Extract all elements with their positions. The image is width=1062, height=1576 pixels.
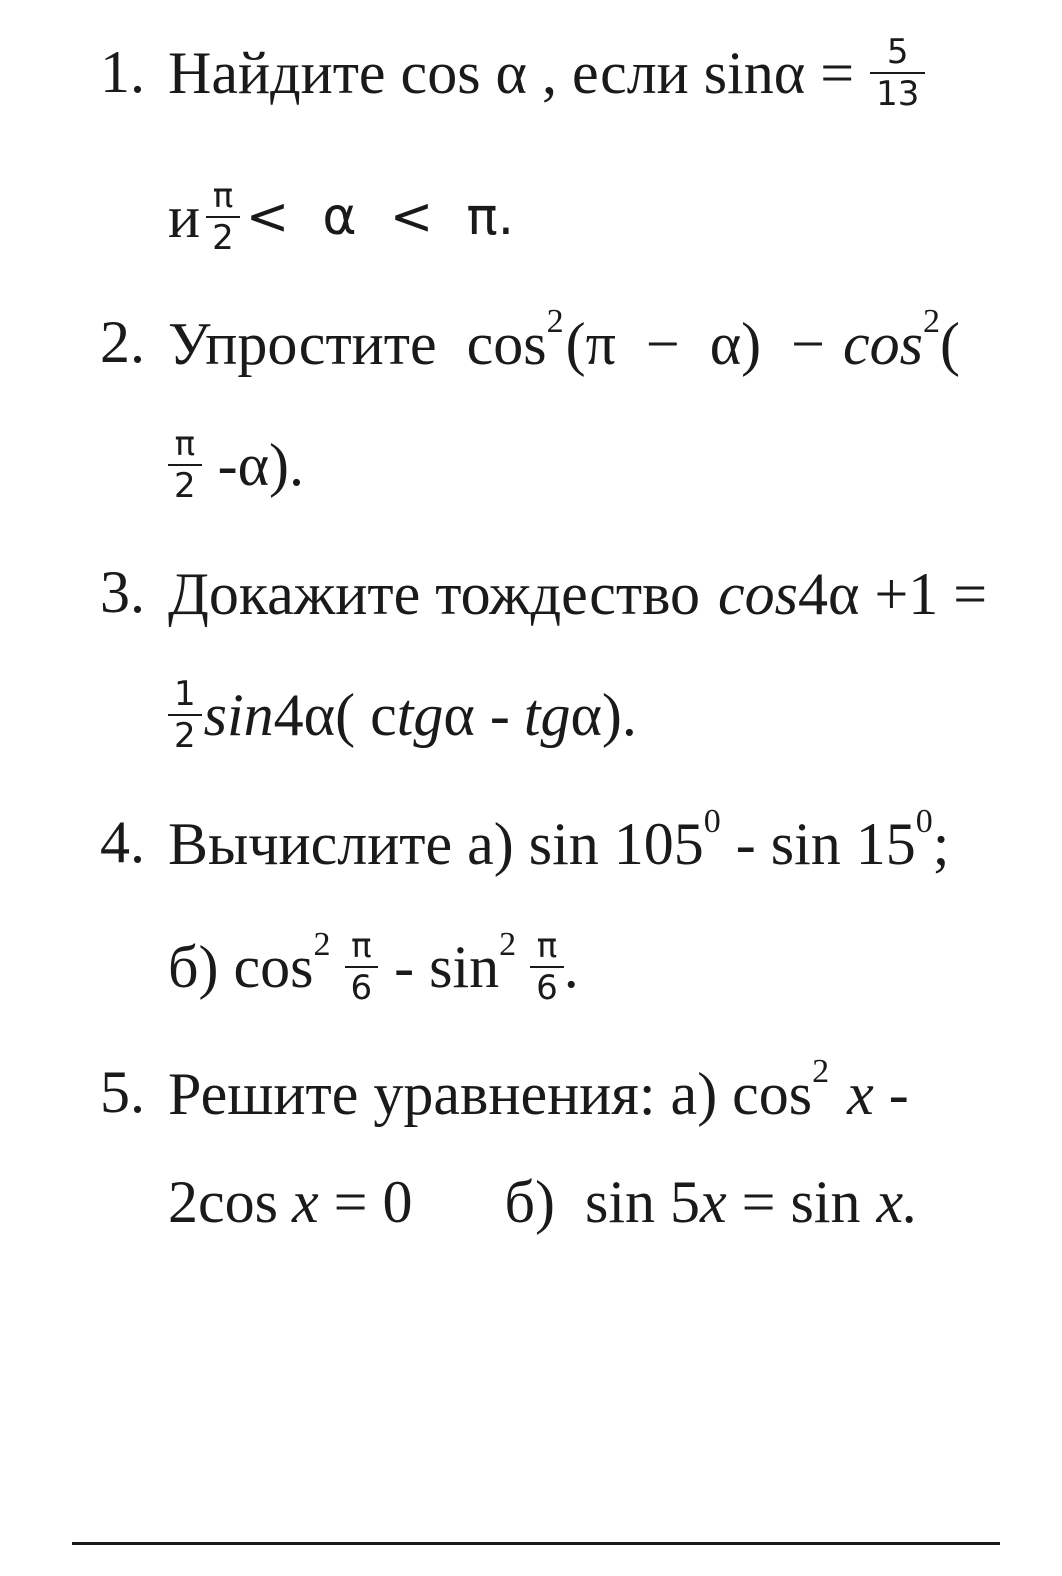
task-4-text: Вычислите а) sin 105 [168, 811, 704, 877]
fraction-denominator: 13 [876, 74, 920, 114]
task-5-part-b: б) sin 5 [504, 1169, 700, 1235]
task-5-variable: x [291, 1169, 319, 1235]
task-4-semicolon: ; [932, 811, 950, 877]
task-1-text: Найдите cos α , если sinα = [168, 40, 855, 106]
bottom-rule [72, 1542, 1000, 1545]
fraction-numerator: π [351, 926, 372, 966]
task-3-number: 3. [100, 559, 145, 625]
task-1-line-2 [168, 172, 514, 262]
task-2-text: Упростите cos [168, 311, 547, 377]
task-3-expression: 4α +1 = [798, 561, 988, 627]
task-4-number: 4. [100, 809, 145, 875]
task-3-tg-italic: tg [396, 682, 444, 748]
task-1-number: 1. [100, 39, 145, 105]
fraction-5-13 [870, 32, 925, 114]
task-4-line-1: Вычислите а) sin 105 $^0$ - sin 15 $^0$ ; [168, 803, 950, 877]
task-4-period: . [563, 934, 579, 1000]
task-3-part: α - [443, 682, 510, 748]
task-2-line-1: Упростите cos $^2$ (π − α) − cos $^2$ ( [168, 303, 960, 377]
fraction-pi-2 [206, 176, 240, 258]
task-2-expression: (π − α) − [565, 311, 825, 377]
task-3-line-2 [162, 670, 637, 760]
task-2-tail: -α). [217, 432, 305, 498]
task-3-line-1 [168, 562, 987, 626]
task-5-text: Решите уравнения: а) cos [168, 1061, 813, 1127]
task-5-line-2 [168, 1170, 918, 1234]
task-1-conjunction: и [168, 184, 201, 250]
task-2-cos-italic: cos [842, 311, 923, 377]
fraction-1-2 [168, 674, 202, 756]
task-3-sin-italic: sin [203, 682, 274, 748]
task-3-tg-italic: tg [523, 682, 571, 748]
fraction-pi-6 [345, 926, 379, 1008]
task-5-equals: = sin [726, 1169, 861, 1235]
task-5-variable: x [847, 1061, 874, 1127]
fraction-pi-6 [530, 926, 564, 1008]
task-4-part-b: б) cos [168, 934, 314, 1000]
task-3-text: Докажите тождество [168, 561, 701, 627]
task-5-variable: x. [876, 1169, 919, 1235]
task-3-part: 4α( c [273, 682, 397, 748]
task-5-equals: = 0 [318, 1169, 413, 1235]
fraction-denominator: 2 [212, 218, 234, 258]
task-2-number: 2. [100, 309, 145, 375]
fraction-denominator: 6 [350, 968, 373, 1008]
fraction-denominator: 2 [174, 466, 196, 506]
fraction-numerator: π [212, 176, 234, 216]
task-4-expression: - sin 15 [720, 811, 916, 877]
task-1-line-1 [168, 28, 931, 118]
task-5-variable: x [700, 1169, 727, 1235]
fraction-pi-2 [168, 424, 202, 506]
task-2-paren: ( [939, 311, 960, 377]
task-5-minus: - [873, 1061, 909, 1127]
fraction-numerator: π [536, 926, 558, 966]
fraction-numerator: π [174, 424, 196, 464]
task-5-number: 5. [100, 1059, 145, 1125]
fraction-denominator: 2 [174, 716, 196, 756]
task-1-inequality: < α < π. [245, 187, 515, 247]
task-2-line-2 [162, 420, 304, 510]
task-3-cos-italic: cos [718, 561, 799, 627]
task-5-part-a: 2cos [168, 1169, 278, 1235]
task-3-tail: α). [570, 682, 637, 748]
fraction-numerator: 5 [886, 32, 909, 72]
task-4-line-2: б) cos $^2$ $\frac{\pi}{6}$ - sin $^2$ $\frac{\pi}{6}$ . [168, 926, 579, 1008]
fraction-denominator: 6 [536, 968, 558, 1008]
fraction-numerator: 1 [174, 674, 196, 714]
task-5-line-1: Решите уравнения: а) cos $^2$ x - [168, 1053, 909, 1127]
task-4-minus-sin: - sin [394, 934, 500, 1000]
